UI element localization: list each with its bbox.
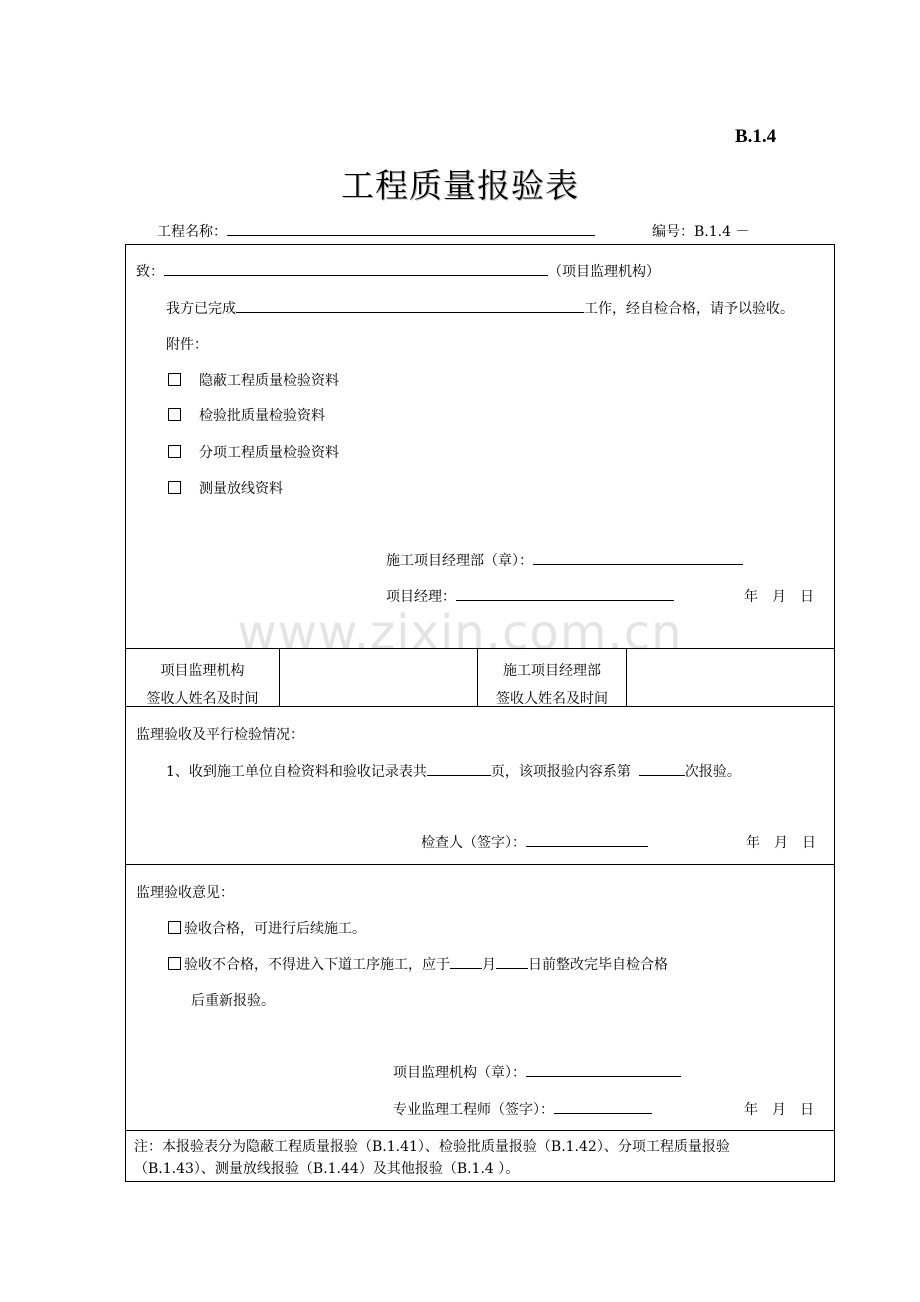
checkbox[interactable] bbox=[168, 445, 181, 458]
attachment-label: 检验批质量检验资料 bbox=[199, 408, 325, 424]
option-label: 验收不合格，不得进入下道工序施工，应于 bbox=[184, 957, 450, 973]
label-line: 签收人姓名及时间 bbox=[146, 691, 259, 707]
checkbox[interactable] bbox=[168, 921, 181, 934]
serial-number: 编号：B.1.4 － bbox=[652, 224, 750, 240]
engineer-signature-field[interactable] bbox=[554, 1099, 652, 1114]
contractor-receipt-field[interactable] bbox=[628, 650, 833, 705]
to-label: 致： bbox=[136, 264, 164, 280]
checkbox[interactable] bbox=[168, 957, 181, 970]
attachment-label: 测量放线资料 bbox=[199, 481, 283, 497]
item-text: 1、收到施工单位自检资料和验收记录表共 bbox=[166, 764, 427, 780]
inspector-row bbox=[421, 832, 648, 852]
label-line: 签收人姓名及时间 bbox=[496, 691, 608, 707]
checkbox[interactable] bbox=[168, 408, 181, 421]
note-line: 注：本报验表分为隐蔽工程质量报验（B.1.41）、检验批质量报验（B.1.42）、分项工程质量报验 bbox=[134, 1139, 730, 1155]
option-label: 验收合格，可进行后续施工。 bbox=[184, 921, 366, 937]
inspection-heading: 监理验收及平行检验情况： bbox=[136, 727, 304, 743]
item-text: 次报验。 bbox=[684, 764, 741, 780]
attachment-item bbox=[168, 442, 339, 462]
engineer-row bbox=[393, 1099, 652, 1119]
note-line: （B.1.43）、测量放线报验（B.1.44）及其他报验（B.1.4 ）。 bbox=[134, 1161, 520, 1177]
date-text: 年 月 日 bbox=[746, 835, 816, 851]
day-field[interactable] bbox=[496, 954, 528, 969]
supervision-receipt-field[interactable] bbox=[281, 650, 476, 705]
cell-divider bbox=[626, 649, 627, 706]
attachments-label: 附件： bbox=[166, 337, 208, 353]
option-fail bbox=[168, 954, 668, 974]
option-pass bbox=[168, 918, 366, 938]
attachment-item bbox=[168, 405, 325, 425]
divider bbox=[125, 1130, 835, 1131]
contractor-receipt-label bbox=[478, 657, 626, 713]
checkbox[interactable] bbox=[168, 481, 181, 494]
page-count-field[interactable] bbox=[427, 761, 491, 776]
attachment-label: 分项工程质量检验资料 bbox=[199, 445, 339, 461]
checkbox[interactable] bbox=[168, 373, 181, 386]
submission-count-field[interactable] bbox=[639, 761, 685, 776]
manager-row bbox=[386, 586, 674, 606]
completed-suffix: 工作，经自检合格，请予以验收。 bbox=[584, 301, 794, 317]
attachment-label: 隐蔽工程质量检验资料 bbox=[199, 373, 339, 389]
dept-seal-field[interactable] bbox=[533, 550, 743, 565]
page-title: 工程质量报验表 bbox=[341, 166, 579, 205]
org-label: 项目监理机构（章）： bbox=[393, 1065, 526, 1081]
completed-row bbox=[166, 298, 794, 318]
to-field[interactable] bbox=[164, 261, 548, 276]
month-field[interactable] bbox=[450, 954, 482, 969]
cell-divider bbox=[279, 649, 280, 706]
project-name-row bbox=[157, 221, 595, 241]
watermark: www.zixin.com.cn bbox=[237, 605, 683, 661]
to-suffix: （项目监理机构） bbox=[548, 264, 660, 280]
date-text: 年 月 日 bbox=[744, 1102, 814, 1118]
org-seal-field[interactable] bbox=[526, 1062, 681, 1077]
form-code: B.1.4 bbox=[735, 126, 777, 147]
manager-label: 项目经理： bbox=[386, 589, 456, 605]
option-fail-continued: 后重新报验。 bbox=[191, 993, 275, 1009]
label-line: 项目监理机构 bbox=[160, 663, 245, 679]
org-seal-row bbox=[393, 1062, 681, 1082]
option-label: 月 bbox=[482, 957, 496, 973]
note bbox=[134, 1136, 730, 1180]
inspection-item bbox=[166, 761, 741, 781]
option-label: 日前整改完毕自检合格 bbox=[528, 957, 668, 973]
manager-field[interactable] bbox=[456, 586, 674, 601]
date-text: 年 月 日 bbox=[744, 589, 814, 605]
inspector-label: 检查人（签字）： bbox=[421, 835, 526, 851]
attachment-item bbox=[168, 370, 339, 390]
work-field[interactable] bbox=[236, 298, 584, 313]
divider bbox=[125, 648, 835, 649]
dept-seal-row bbox=[386, 550, 743, 570]
project-name-label: 工程名称： bbox=[157, 224, 227, 240]
opinion-heading: 监理验收意见： bbox=[136, 885, 234, 901]
divider bbox=[125, 864, 835, 865]
attachment-item bbox=[168, 478, 283, 498]
inspector-signature-field[interactable] bbox=[526, 832, 648, 847]
to-row bbox=[136, 261, 660, 281]
label-line: 施工项目经理部 bbox=[503, 663, 601, 679]
project-name-field[interactable] bbox=[227, 221, 595, 236]
completed-prefix: 我方已完成 bbox=[166, 301, 236, 317]
supervision-receipt-label bbox=[126, 657, 279, 713]
engineer-label: 专业监理工程师（签字）： bbox=[393, 1102, 554, 1118]
dept-label: 施工项目经理部（章）： bbox=[386, 553, 533, 569]
item-text: 页，该项报验内容系第 bbox=[490, 764, 631, 780]
